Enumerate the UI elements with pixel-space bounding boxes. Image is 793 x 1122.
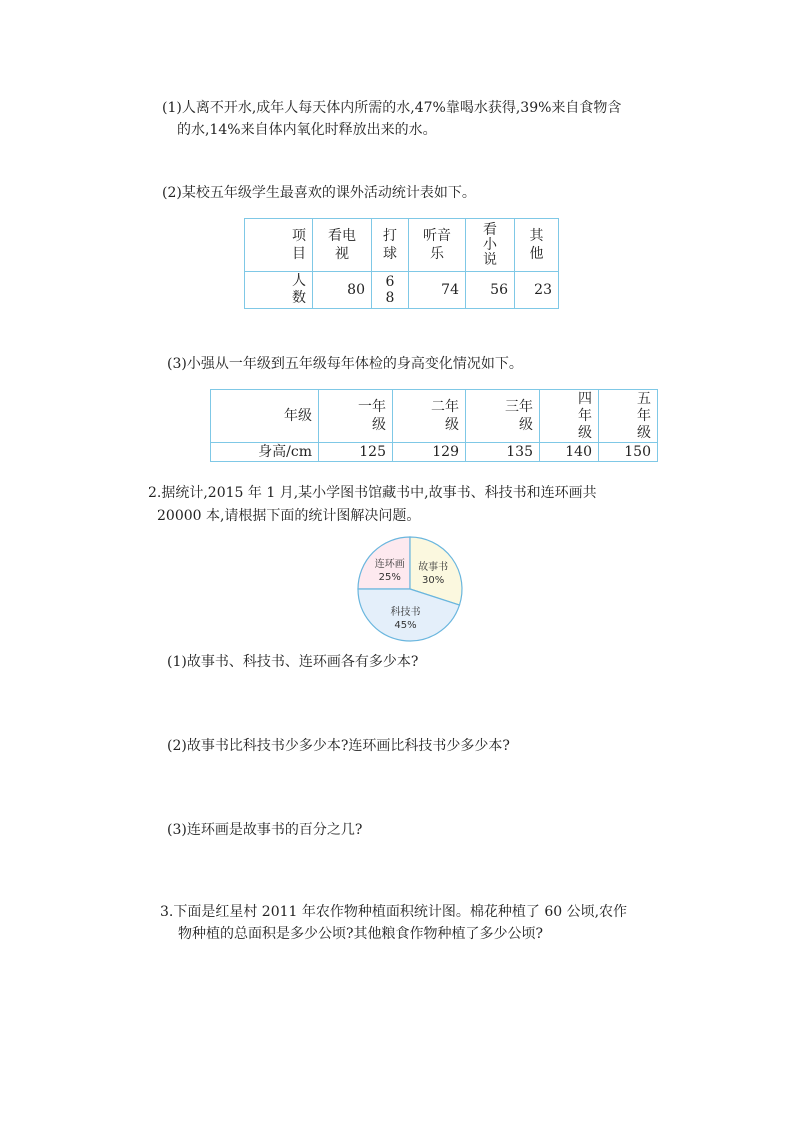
activity-header-cell: 看电视 xyxy=(313,219,372,272)
activity-value-cell: 68 xyxy=(372,272,409,309)
pie-slice-label: 科技书 xyxy=(390,607,421,619)
activity-value-cell: 56 xyxy=(466,272,515,309)
pie-slice-label: 故事书 xyxy=(418,562,449,574)
pie-slice-label: 连环画 xyxy=(374,558,405,570)
activity-header-cell: 其他 xyxy=(515,219,559,272)
height-value-cell: 129 xyxy=(393,443,466,462)
activity-row-label: 人数 xyxy=(245,272,313,309)
height-value-cell: 125 xyxy=(319,443,393,462)
activity-header-cell: 打球 xyxy=(372,219,409,272)
q1-item3-text: (3)小强从一年级到五年级每年体检的身高变化情况如下。 xyxy=(167,356,523,372)
height-header-cell: 一年级 xyxy=(319,390,393,443)
activity-table xyxy=(244,218,559,309)
activity-value-cell: 74 xyxy=(409,272,466,309)
q3-line2: 物种植的总面积是多少公顷?其他粮食作物种植了多少公顷? xyxy=(178,926,544,942)
height-row-label: 身高/cm xyxy=(211,443,319,462)
height-header-cell: 年级 xyxy=(211,390,319,443)
height-table xyxy=(210,389,658,462)
q2-line2: 20000 本,请根据下面的统计图解决问题。 xyxy=(157,508,421,524)
height-value-cell: 135 xyxy=(466,443,540,462)
q2-line1: 2.据统计,2015 年 1 月,某小学图书馆藏书中,故事书、科技书和连环画共 xyxy=(148,485,597,501)
q1-item1-line2: 的水,14%来自体内氧化时释放出来的水。 xyxy=(177,122,437,138)
height-header-cell: 五年级 xyxy=(599,390,658,443)
q1-item1-line1: (1)人离不开水,成年人每天体内所需的水,47%靠喝水获得,39%来自食物含 xyxy=(162,100,622,116)
q2-sub1: (1)故事书、科技书、连环画各有多少本? xyxy=(167,654,419,670)
pie-slice-percent: 25% xyxy=(378,571,401,583)
activity-header-cell: 听音乐 xyxy=(409,219,466,272)
height-header-cell: 二年级 xyxy=(393,390,466,443)
book-pie-chart xyxy=(352,534,468,644)
q3-line1: 3.下面是红星村 2011 年农作物种植面积统计图。棉花种植了 60 公顷,农作 xyxy=(160,904,628,920)
pie-slice-percent: 45% xyxy=(394,620,417,632)
q1-item2-text: (2)某校五年级学生最喜欢的课外活动统计表如下。 xyxy=(162,185,476,201)
height-value-cell: 140 xyxy=(540,443,599,462)
activity-value-cell: 23 xyxy=(515,272,559,309)
activity-header-cell: 项目 xyxy=(245,219,313,272)
height-value-cell: 150 xyxy=(599,443,658,462)
q2-sub3: (3)连环画是故事书的百分之几? xyxy=(167,822,363,838)
height-header-cell: 三年级 xyxy=(466,390,540,443)
pie-slice-percent: 30% xyxy=(421,575,445,587)
q2-sub2: (2)故事书比科技书少多少本?连环画比科技书少多少本? xyxy=(167,738,510,754)
activity-value-cell: 80 xyxy=(313,272,372,309)
height-header-cell: 四年级 xyxy=(540,390,599,443)
activity-header-cell: 看小说 xyxy=(466,219,515,272)
